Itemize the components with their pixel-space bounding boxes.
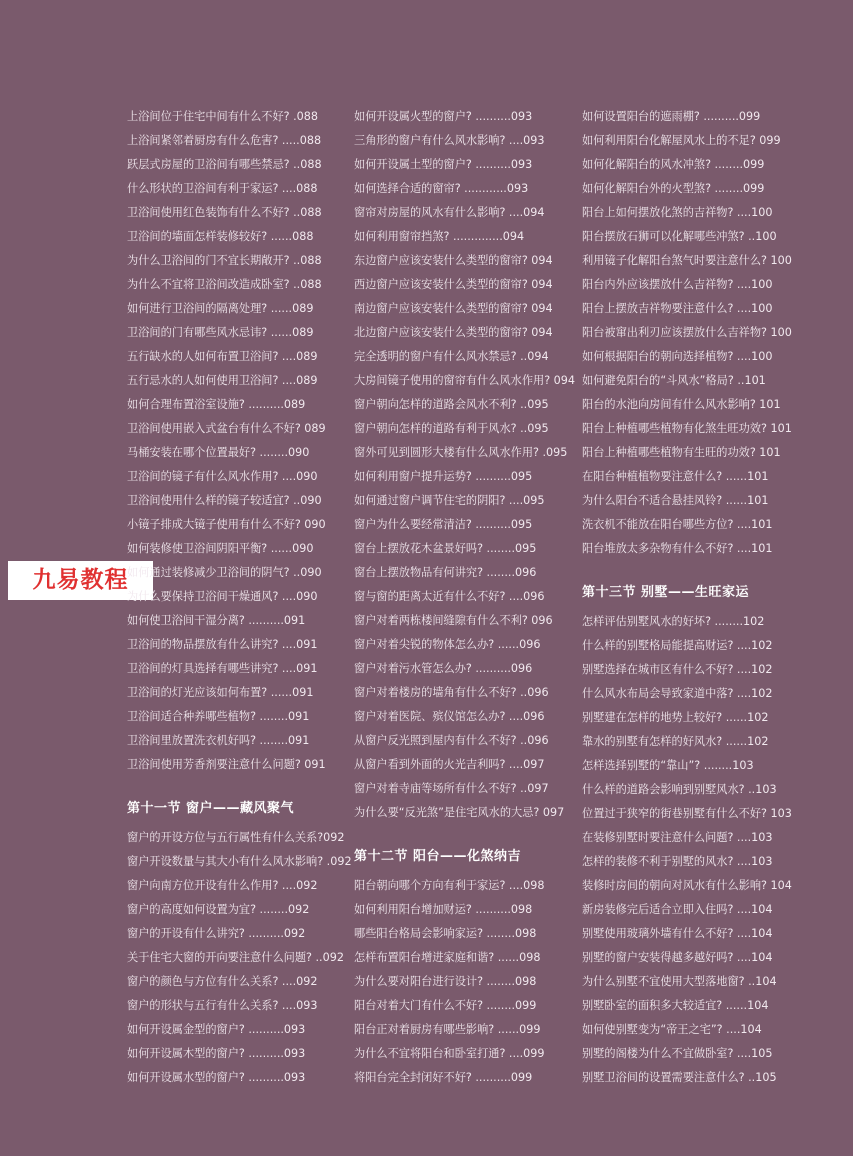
toc-entry: 完全透明的窗户有什么风水禁忌? ..094 [354,350,549,363]
toc-entry: 如何使别墅变为“帝王之宅”? ....104 [582,1023,762,1036]
section-heading: 第十三节 别墅——生旺家运 [582,585,750,600]
toc-entry: 如何化解阳台的风水冲煞? ........099 [582,158,765,171]
toc-entry: 窗户对着尖锐的物体怎么办? ......096 [354,638,541,651]
section-heading: 第十二节 阳台——化煞纳吉 [354,849,522,864]
toc-entry: 卫浴间里放置洗衣机好吗? ........091 [127,734,310,747]
toc-entry: 卫浴间的镜子有什么风水作用? ....090 [127,470,318,483]
toc-entry: 如何化解阳台外的火型煞? ........099 [582,182,765,195]
toc-entry: 如何通过窗户调节住宅的阴阳? ....095 [354,494,545,507]
toc-entry: 如何开设属火型的窗户? ..........093 [354,110,533,123]
toc-entry: 西边窗户应该安装什么类型的窗帘? 094 [354,278,553,291]
toc-entry: 为什么不宜将阳台和卧室打通? ....099 [354,1047,545,1060]
toc-entry: 怎样选择别墅的“靠山”? ........103 [582,759,754,772]
toc-entry: 跃层式房屋的卫浴间有哪些禁忌? ..088 [127,158,322,171]
toc-entry: 窗户向南方位开设有什么作用? ....092 [127,879,318,892]
toc-entry: 利用镜子化解阳台煞气时要注意什么? 100 [582,254,792,267]
toc-entry: 三角形的窗户有什么风水影响? ....093 [354,134,545,147]
toc-entry: 如何利用窗帘挡煞? ..............094 [354,230,525,243]
toc-entry: 为什么别墅不宜使用大型落地窗? ..104 [582,975,777,988]
toc-entry: 窗户的高度如何设置为宜? ........092 [127,903,310,916]
toc-entry: 阳台堆放太多杂物有什么不好? ....101 [582,542,773,555]
toc-entry: 为什么要对阳台进行设计? ........098 [354,975,537,988]
toc-entry: 窗与窗的距离太近有什么不好? ....096 [354,590,545,603]
toc-entry: 东边窗户应该安装什么类型的窗帘? 094 [354,254,553,267]
toc-entry: 如何开设属土型的窗户? ..........093 [354,158,533,171]
toc-entry: 如何利用阳台增加财运? ..........098 [354,903,533,916]
toc-entry: 卫浴间的墙面怎样装修较好? ......088 [127,230,314,243]
toc-entry: 如何选择合适的窗帘? ............093 [354,182,529,195]
toc-entry: 窗帘对房屋的风水有什么影响? ....094 [354,206,545,219]
toc-column-1 [127,105,352,1090]
toc-entry: 如何避免阳台的“斗风水”格局? ..101 [582,374,766,387]
toc-entry: 如何开设属水型的窗户? ..........093 [127,1071,306,1084]
toc-entry: 五行忌水的人如何使用卫浴间? ....089 [127,374,318,387]
toc-entry: 别墅的窗户安装得越多越好吗? ....104 [582,951,773,964]
toc-entry: 为什么卫浴间的门不宜长期敞开? ..088 [127,254,322,267]
toc-entry: 什么风水布局会导致家道中落? ....102 [582,687,773,700]
toc-entry: 卫浴间适合种养哪些植物? ........091 [127,710,310,723]
toc-entry: 卫浴间的灯具选择有哪些讲究? ....091 [127,662,318,675]
toc-entry: 卫浴间的物品摆放有什么讲究? ....091 [127,638,318,651]
toc-entry: 如何开设属金型的窗户? ..........093 [127,1023,306,1036]
toc-column-2 [354,105,576,1090]
toc-entry: 小镜子排成大镜子使用有什么不好? 090 [127,518,326,531]
toc-entry: 北边窗户应该安装什么类型的窗帘? 094 [354,326,553,339]
watermark-logo: 九易教程 [8,561,153,600]
toc-entry: 如何装修使卫浴间阴阳平衡? ......090 [127,542,314,555]
toc-entry: 卫浴间使用嵌入式盆台有什么不好? 089 [127,422,326,435]
toc-entry: 在阳台种植植物要注意什么? ......101 [582,470,769,483]
toc-entry: 靠水的别墅有怎样的好风水? ......102 [582,735,769,748]
toc-entry: 别墅使用玻璃外墙有什么不好? ....104 [582,927,773,940]
toc-entry: 窗户对着污水管怎么办? ..........096 [354,662,533,675]
toc-entry: 阳台的水池向房间有什么风水影响? 101 [582,398,781,411]
section-heading: 第十一节 窗户——藏风聚气 [127,801,295,816]
toc-entry: 如何利用阳台化解屋风水上的不足? 099 [582,134,781,147]
toc-entry: 阳台上种植哪些植物有生旺的功效? 101 [582,446,781,459]
toc-entry: 上浴间位于住宅中间有什么不好? .088 [127,110,319,123]
toc-entry: 从窗户反光照到屋内有什么不好? ..096 [354,734,549,747]
toc-entry: 五行缺水的人如何布置卫浴间? ....089 [127,350,318,363]
toc-entry: 阳台内外应该摆放什么吉祥物? ....100 [582,278,773,291]
toc-entry: 从窗户看到外面的火光吉利吗? ....097 [354,758,545,771]
toc-entry: 洗衣机不能放在阳台哪些方位? ....101 [582,518,773,531]
toc-entry: 卫浴间的门有哪些风水忌讳? ......089 [127,326,314,339]
toc-entry: 位置过于狭窄的街巷别墅有什么不好? 103 [582,807,792,820]
toc-entry: 窗户的形状与五行有什么关系? ....093 [127,999,318,1012]
toc-entry: 阳台上如何摆放化煞的吉祥物? ....100 [582,206,773,219]
toc-entry: 新房装修完后适合立即入住吗? ....104 [582,903,773,916]
toc-entry: 窗户为什么要经常清洁? ..........095 [354,518,533,531]
toc-entry: 卫浴间的灯光应该如何布置? ......091 [127,686,314,699]
toc-entry: 卫浴间使用芳香剂要注意什么问题? 091 [127,758,326,771]
toc-entry: 窗户对着医院、殡仪馆怎么办? ....096 [354,710,545,723]
toc-entry: 阳台正对着厨房有哪些影响? ......099 [354,1023,541,1036]
toc-entry: 马桶安装在哪个位置最好? ........090 [127,446,310,459]
toc-entry: 窗户对着楼房的墙角有什么不好? ..096 [354,686,549,699]
toc-entry: 如何利用窗户提升运势? ..........095 [354,470,533,483]
toc-entry: 为什么阳台不适合悬挂风铃? ......101 [582,494,769,507]
toc-entry: 装修时房间的朝向对风水有什么影响? 104 [582,879,792,892]
toc-entry: 窗户朝向怎样的道路会风水不利? ..095 [354,398,549,411]
toc-entry: 别墅选择在城市区有什么不好? ....102 [582,663,773,676]
toc-entry: 别墅卫浴间的设置需要注意什么? ..105 [582,1071,777,1084]
toc-entry: 窗台上摆放花木盆景好吗? ........095 [354,542,537,555]
toc-entry: 如何进行卫浴间的隔离处理? ......089 [127,302,314,315]
toc-entry: 别墅的阁楼为什么不宜做卧室? ....105 [582,1047,773,1060]
toc-entry: 上浴间紧邻着厨房有什么危害? .....088 [127,134,322,147]
toc-entry: 卫浴间使用红色装饰有什么不好? ..088 [127,206,322,219]
toc-entry: 窗户对着寺庙等场所有什么不好? ..097 [354,782,549,795]
toc-entry: 阳台被窜出利刃应该摆放什么吉祥物? 100 [582,326,792,339]
toc-entry: 如何开设属木型的窗户? ..........093 [127,1047,306,1060]
toc-entry: 阳台摆放石狮可以化解哪些冲煞? ..100 [582,230,777,243]
toc-entry: 为什么要保持卫浴间干燥通风? ....090 [127,590,318,603]
toc-entry: 如何使卫浴间干湿分离? ..........091 [127,614,306,627]
toc-entry: 阳台朝向哪个方向有利于家运? ....098 [354,879,545,892]
toc-entry: 什么形状的卫浴间有利于家运? ....088 [127,182,318,195]
toc-entry: 在装修别墅时要注意什么问题? ....103 [582,831,773,844]
toc-entry: 窗户对着两栋楼间缝隙有什么不利? 096 [354,614,553,627]
toc-entry: 将阳台完全封闭好不好? ..........099 [354,1071,533,1084]
toc-entry: 窗户的颜色与方位有什么关系? ....092 [127,975,318,988]
toc-entry: 什么样的道路会影响到别墅风水? ..103 [582,783,777,796]
toc-entry: 窗户开设数量与其大小有什么风水影响? .092 [127,855,352,868]
toc-entry: 窗户朝向怎样的道路有利于风水? ..095 [354,422,549,435]
toc-entry: 如何根据阳台的朝向选择植物? ....100 [582,350,773,363]
toc-entry: 为什么要“反光煞”是住宅风水的大忌? 097 [354,806,565,819]
toc-entry: 如何通过装修减少卫浴间的阴气? ..090 [127,566,322,579]
toc-entry: 窗外可见到圆形大楼有什么风水作用? .095 [354,446,568,459]
toc-entry: 关于住宅大窗的开向要注意什么问题? ..092 [127,951,344,964]
toc-entry: 哪些阳台格局会影响家运? ........098 [354,927,537,940]
toc-entry: 阳台上种植哪些植物有化煞生旺功效? 101 [582,422,792,435]
toc-entry: 如何设置阳台的遮雨棚? ..........099 [582,110,761,123]
toc-entry: 南边窗户应该安装什么类型的窗帘? 094 [354,302,553,315]
toc-entry: 卫浴间使用什么样的镜子较适宜? ..090 [127,494,322,507]
toc-column-3 [582,105,792,1090]
toc-entry: 大房间镜子使用的窗帘有什么风水作用? 094 [354,374,576,387]
toc-entry: 什么样的别墅格局能提高财运? ....102 [582,639,773,652]
toc-entry: 怎样布置阳台增进家庭和谐? ......098 [354,951,541,964]
toc-entry: 为什么不宜将卫浴间改造成卧室? ..088 [127,278,322,291]
toc-entry: 别墅卧室的面积多大较适宜? ......104 [582,999,769,1012]
toc-entry: 阳台对着大门有什么不好? ........099 [354,999,537,1012]
toc-entry: 窗台上摆放物品有何讲究? ........096 [354,566,537,579]
toc-entry: 阳台上摆放吉祥物要注意什么? ....100 [582,302,773,315]
toc-entry: 窗户的开设有什么讲究? ..........092 [127,927,306,940]
toc-entry: 怎样的装修不利于别墅的风水? ....103 [582,855,773,868]
toc-entry: 窗户的开设方位与五行属性有什么关系?092 [127,831,345,844]
toc-entry: 怎样评估别墅风水的好坏? ........102 [582,615,765,628]
toc-entry: 如何合理布置浴室设施? ..........089 [127,398,306,411]
toc-entry: 别墅建在怎样的地势上较好? ......102 [582,711,769,724]
